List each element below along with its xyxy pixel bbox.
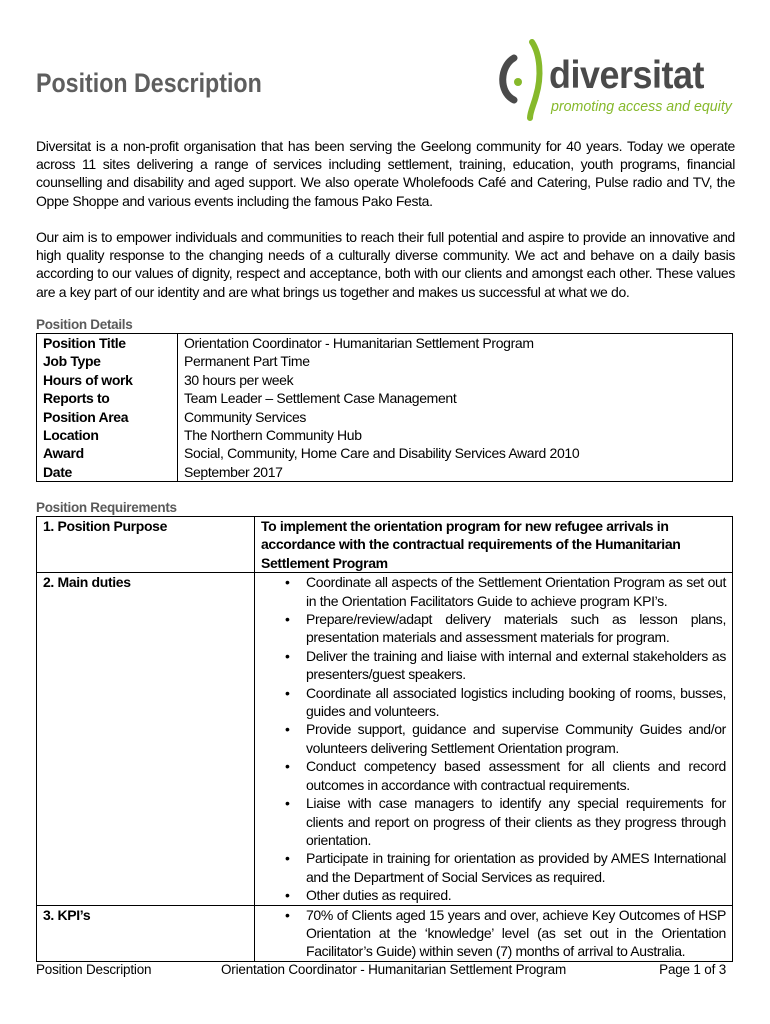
position-requirements-table — [36, 516, 733, 962]
kpis-cell — [255, 905, 733, 961]
detail-value: Team Leader – Settlement Case Management — [178, 389, 733, 407]
list-item: • Conduct competency based assessment for all clients and record outcomes in accordance with contractual requirements. — [306, 757, 726, 794]
detail-label: Job Type — [37, 352, 178, 370]
main-duties-cell — [255, 573, 733, 905]
position-details-heading: Position Details — [36, 317, 133, 332]
diversitat-logo — [496, 36, 740, 126]
detail-label: Position Area — [37, 408, 178, 426]
table-row — [37, 573, 733, 905]
footer-page-number: Page 1 of 3 — [659, 962, 726, 977]
page-title: Position Description — [36, 68, 262, 98]
detail-value: The Northern Community Hub — [178, 426, 733, 444]
logo-tagline: promoting access and equity — [551, 99, 732, 115]
table-row — [37, 444, 733, 462]
requirement-label: 2. Main duties — [37, 573, 255, 905]
detail-label: Location — [37, 426, 178, 444]
table-row — [37, 426, 733, 444]
footer-left: Position Description — [36, 962, 152, 977]
table-row — [37, 517, 733, 573]
position-details-table — [36, 333, 733, 482]
detail-value: Orientation Coordinator - Humanitarian Settlement Program — [178, 334, 733, 353]
list-item: • Deliver the training and liaise with internal and external stakeholders as presenters/guest speakers. — [306, 647, 726, 684]
position-purpose-text: To implement the orientation program for new refugee arrivals in accordance with the contractual requirements of the Humanitarian Settlement Program — [255, 517, 733, 573]
list-item: • Prepare/review/adapt delivery materials such as lesson plans, presentation materials and assessment materials for program. — [306, 610, 726, 647]
position-requirements-heading: Position Requirements — [36, 500, 177, 515]
footer-center: Orientation Coordinator - Humanitarian Settlement Program — [221, 962, 567, 977]
detail-label: Position Title — [37, 334, 178, 353]
list-item: • Participate in training for orientation as provided by AMES International and the Department of Social Services as required. — [306, 849, 726, 886]
logo-wordmark: diversitat — [549, 54, 704, 97]
main-duties-list — [261, 573, 726, 904]
detail-label: Date — [37, 463, 178, 482]
table-row — [37, 334, 733, 353]
table-row — [37, 408, 733, 426]
requirement-label: 3. KPI’s — [37, 905, 255, 961]
list-item: • 70% of Clients aged 15 years and over, achieve Key Outcomes of HSP Orientation at the ‘knowledge’ level (as set out in the Orientation Facilitator’s Guide) within seven (7) months of arrival to Australia. — [306, 906, 726, 961]
detail-label: Hours of work — [37, 371, 178, 389]
logo-mark-icon — [496, 36, 556, 126]
list-item: • Provide support, guidance and supervise Community Guides and/or volunteers delivering Settlement Orientation program. — [306, 720, 726, 757]
detail-value: 30 hours per week — [178, 371, 733, 389]
detail-value: Community Services — [178, 408, 733, 426]
table-row — [37, 389, 733, 407]
table-row — [37, 905, 733, 961]
requirement-label: 1. Position Purpose — [37, 517, 255, 573]
table-row — [37, 463, 733, 482]
intro-paragraph-2: Our aim is to empower individuals and communities to reach their full potential and aspire to provide an innovative and high quality response to the changing needs of a culturally diverse community. We act and behave on a daily basis according to our values of dignity, respect and acceptance, both with our clients and amongst each other. These values are a key part of our identity and are what brings us together and makes us successful at what we do. — [36, 229, 735, 300]
list-item: • Liaise with case managers to identify any special requirements for clients and report on progress of their clients as they progress through orientation. — [306, 794, 726, 849]
detail-label: Reports to — [37, 389, 178, 407]
intro-paragraph-1: Diversitat is a non-profit organisation that has been serving the Geelong community for 40 years. Today we operate across 11 sites delivering a range of services including settlement, training, education, youth programs, financial counselling and disability and aged support. We also operate Wholefoods Café and Catering, Pulse radio and TV, the Oppe Shoppe and various events including the famous Pako Festa. — [36, 138, 735, 209]
list-item: • Other duties as required. — [306, 886, 726, 904]
table-row — [37, 352, 733, 370]
list-item: • Coordinate all aspects of the Settlement Orientation Program as set out in the Orientation Facilitators Guide to achieve program KPI’s. — [306, 573, 726, 610]
detail-value: Permanent Part Time — [178, 352, 733, 370]
list-item: • Coordinate all associated logistics including booking of rooms, busses, guides and volunteers. — [306, 684, 726, 721]
detail-label: Award — [37, 444, 178, 462]
detail-value: September 2017 — [178, 463, 733, 482]
detail-value: Social, Community, Home Care and Disability Services Award 2010 — [178, 444, 733, 462]
kpis-list — [261, 906, 726, 961]
table-row — [37, 371, 733, 389]
